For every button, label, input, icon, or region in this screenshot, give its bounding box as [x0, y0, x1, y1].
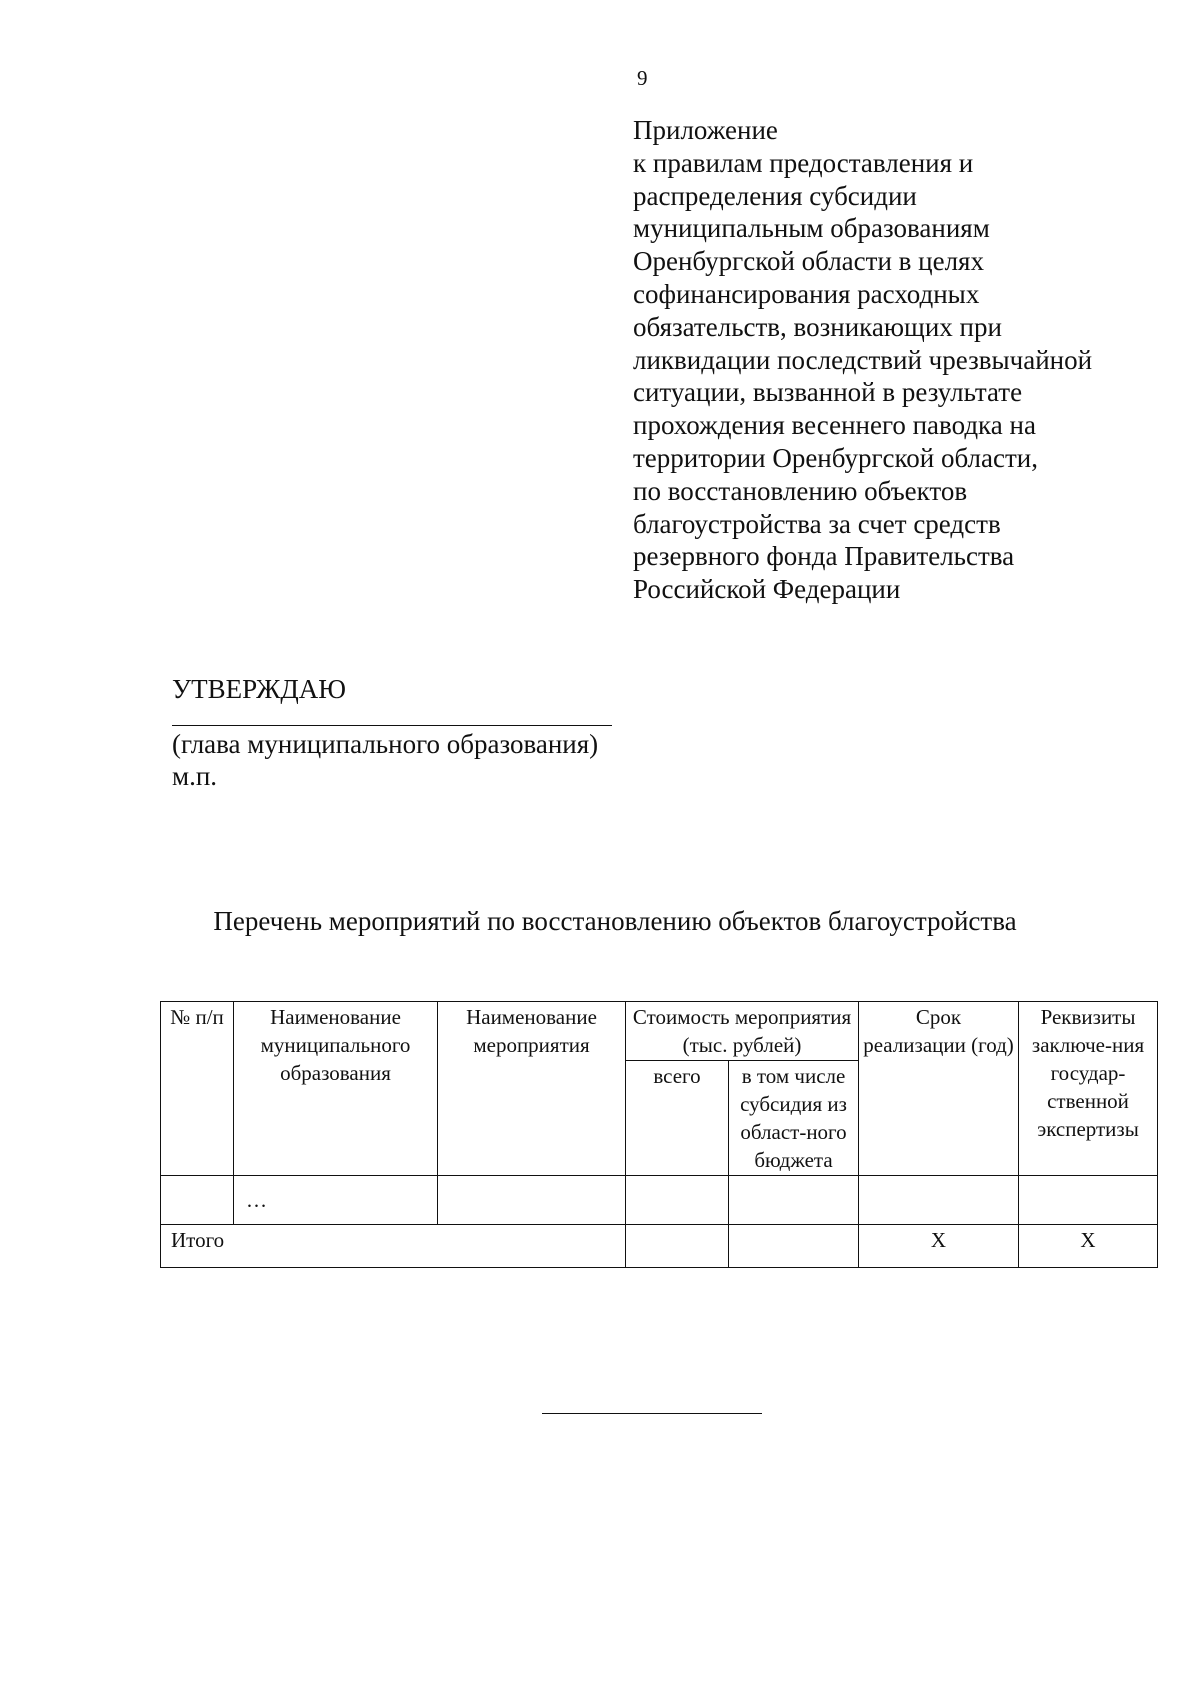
- closing-rule: [542, 1413, 762, 1414]
- total-term: Х: [859, 1225, 1019, 1268]
- cell-cost-subsidy: [729, 1176, 859, 1225]
- cell-cost-total: [626, 1176, 729, 1225]
- appendix-line: софинансирования расходных: [633, 278, 980, 309]
- cell-measure: [438, 1176, 626, 1225]
- total-cost-total: [626, 1225, 729, 1268]
- approval-block: [172, 672, 612, 792]
- total-expertise: Х: [1019, 1225, 1158, 1268]
- header-num: № п/п: [161, 1002, 234, 1176]
- approval-caption: (глава муниципального образования): [172, 729, 599, 759]
- cell-num: [161, 1176, 234, 1225]
- header-cost-total: всего: [626, 1061, 729, 1176]
- total-cost-subsidy: [729, 1225, 859, 1268]
- appendix-line: Оренбургской области в целях: [633, 246, 984, 277]
- signature-line: [172, 725, 612, 726]
- cell-municipality: …: [234, 1176, 438, 1225]
- measures-table: [160, 1001, 1158, 1268]
- header-cost-subsidy: в том числе субсидия из област-ного бюджета: [729, 1061, 859, 1176]
- appendix-line: благоустройства за счет средств: [633, 508, 1001, 539]
- total-row: [161, 1225, 1158, 1268]
- appendix-line: Российской Федерации: [633, 574, 901, 605]
- appendix-line: к правилам предоставления и: [633, 147, 974, 178]
- appendix-line: Приложение: [633, 115, 778, 145]
- total-label: Итого: [161, 1225, 626, 1268]
- list-title: Перечень мероприятий по восстановлению объектов благоустройства: [213, 906, 1017, 936]
- appendix-line: по восстановлению объектов: [633, 475, 968, 506]
- cell-term: [859, 1176, 1019, 1225]
- approval-title: УТВЕРЖДАЮ: [172, 674, 347, 704]
- appendix-line: ликвидации последствий чрезвычайной: [633, 344, 1093, 375]
- header-cost: Стоимость мероприятия (тыс. рублей): [626, 1002, 859, 1061]
- approval-stamp: м.п.: [172, 761, 218, 791]
- header-expertise: Реквизиты заключе-ния государ-ственной экспертизы: [1019, 1002, 1158, 1176]
- appendix-line: прохождения весеннего паводка на: [633, 410, 1036, 441]
- appendix-line: ситуации, вызванной в результате: [633, 377, 1023, 408]
- appendix-line: обязательств, возникающих при: [633, 311, 1002, 342]
- header-measure: Наименование мероприятия: [438, 1002, 626, 1176]
- appendix-line: территории Оренбургской области,: [633, 442, 1038, 473]
- header-municipality: Наименование муниципального образования: [234, 1002, 438, 1176]
- appendix-line: резервного фонда Правительства: [633, 541, 1015, 572]
- page-number: 9: [637, 66, 648, 90]
- appendix-line: распределения субсидии: [633, 180, 917, 211]
- cell-expertise: [1019, 1176, 1158, 1225]
- appendix-block: [633, 114, 1153, 606]
- appendix-line: муниципальным образованиям: [633, 213, 990, 244]
- table-row: [161, 1176, 1158, 1225]
- header-term: Срок реализации (год): [859, 1002, 1019, 1176]
